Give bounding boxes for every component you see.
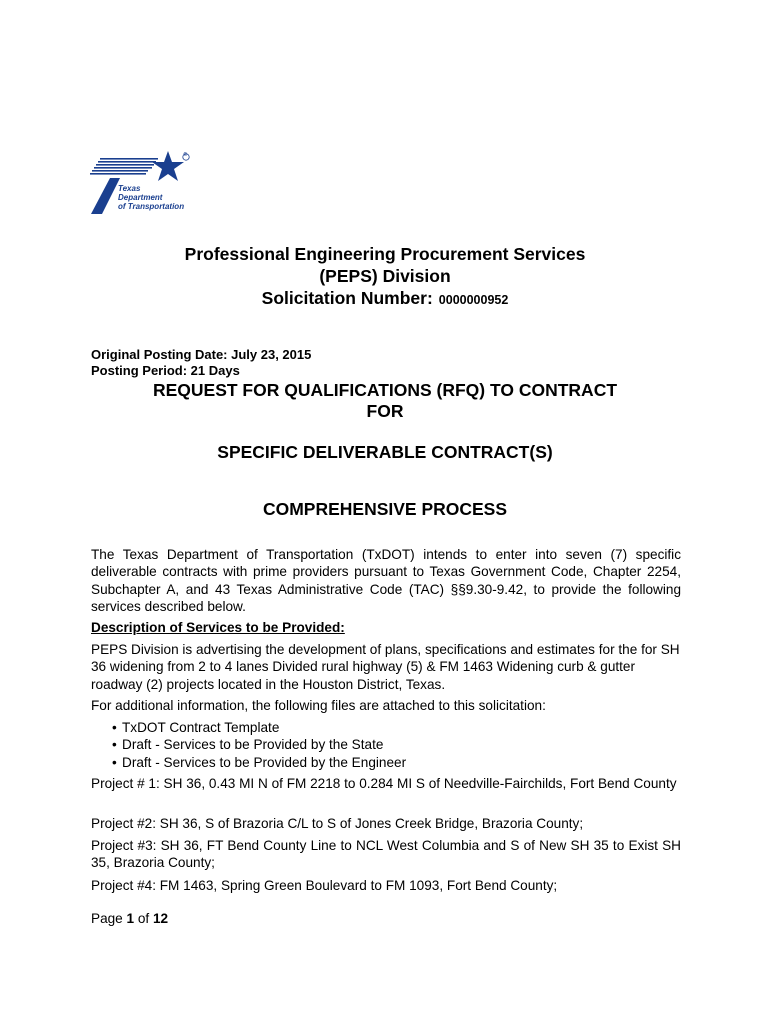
- logo-line-3: of Transportation: [118, 202, 185, 211]
- page-number: [91, 910, 168, 927]
- page-total: 12: [153, 911, 169, 926]
- logo-text: [118, 184, 184, 211]
- project-4: Project #4: FM 1463, Spring Green Boulevard to FM 1093, Fort Bend County;: [91, 878, 558, 893]
- page-current: 1: [126, 911, 135, 926]
- list-item: • Draft - Services to be Provided by the State: [112, 736, 672, 753]
- rfq-heading-line-1: REQUEST FOR QUALIFICATIONS (RFQ) TO CONTRACT: [152, 380, 618, 400]
- attachments-list: [112, 719, 672, 771]
- logo-line-1: Texas: [118, 184, 141, 193]
- txdot-logo: [88, 150, 198, 218]
- solicitation-label: Solicitation Number:: [261, 288, 433, 308]
- solicitation-line: [90, 287, 680, 311]
- solicitation-number: 0000000952: [438, 293, 509, 307]
- rfq-heading-line-4: COMPREHENSIVE PROCESS: [262, 499, 508, 519]
- rfq-heading-line-3: SPECIFIC DELIVERABLE CONTRACT(S): [217, 442, 553, 462]
- list-item: • Draft - Services to be Provided by the Engineer: [112, 754, 672, 771]
- intro-paragraph: The Texas Department of Transportation (TxDOT) intends to enter into seven (7) specific deliverable contracts with prime providers pursuant to Texas Government Code, Chapter 2254, Subchapter A, and 43 Texas Administrative Code (TAC) §§9.30-9.42, to provide the following services described below.: [91, 547, 681, 615]
- posting-period: Posting Period: 21 Days: [91, 363, 240, 378]
- registered-mark: ®: [183, 151, 188, 158]
- description-paragraph: PEPS Division is advertising the development of plans, specifications and estimates for the for SH 36 widening from 2 to 4 lanes Divided rural highway (5) & FM 1463 Widening curb & gutter roadway (2) projects located in the Houston District, Texas.: [91, 642, 680, 692]
- rfq-heading-line-2: FOR: [366, 401, 404, 421]
- project-2: Project #2: SH 36, S of Brazoria C/L to S of Jones Creek Bridge, Brazoria County;: [91, 816, 584, 831]
- project-3: Project #3: SH 36, FT Bend County Line to NCL West Columbia and S of New SH 35 to Exist SH 35, Brazoria County;: [91, 838, 681, 871]
- attachments-intro: For additional information, the following files are attached to this solicitation:: [91, 698, 546, 713]
- logo-line-2: Department: [118, 193, 163, 202]
- of-word: of: [137, 911, 150, 926]
- description-heading: Description of Services to be Provided:: [91, 620, 345, 635]
- title-line-1: Professional Engineering Procurement Services: [184, 244, 586, 264]
- page-word: Page: [91, 911, 123, 926]
- project-1: Project # 1: SH 36, 0.43 MI N of FM 2218 to 0.284 MI S of Needville-Fairchilds, Fort Bend County: [91, 776, 677, 791]
- title-line-2: (PEPS) Division: [319, 266, 451, 286]
- original-posting-date: Original Posting Date: July 23, 2015: [91, 347, 312, 362]
- list-item: • TxDOT Contract Template: [112, 719, 672, 736]
